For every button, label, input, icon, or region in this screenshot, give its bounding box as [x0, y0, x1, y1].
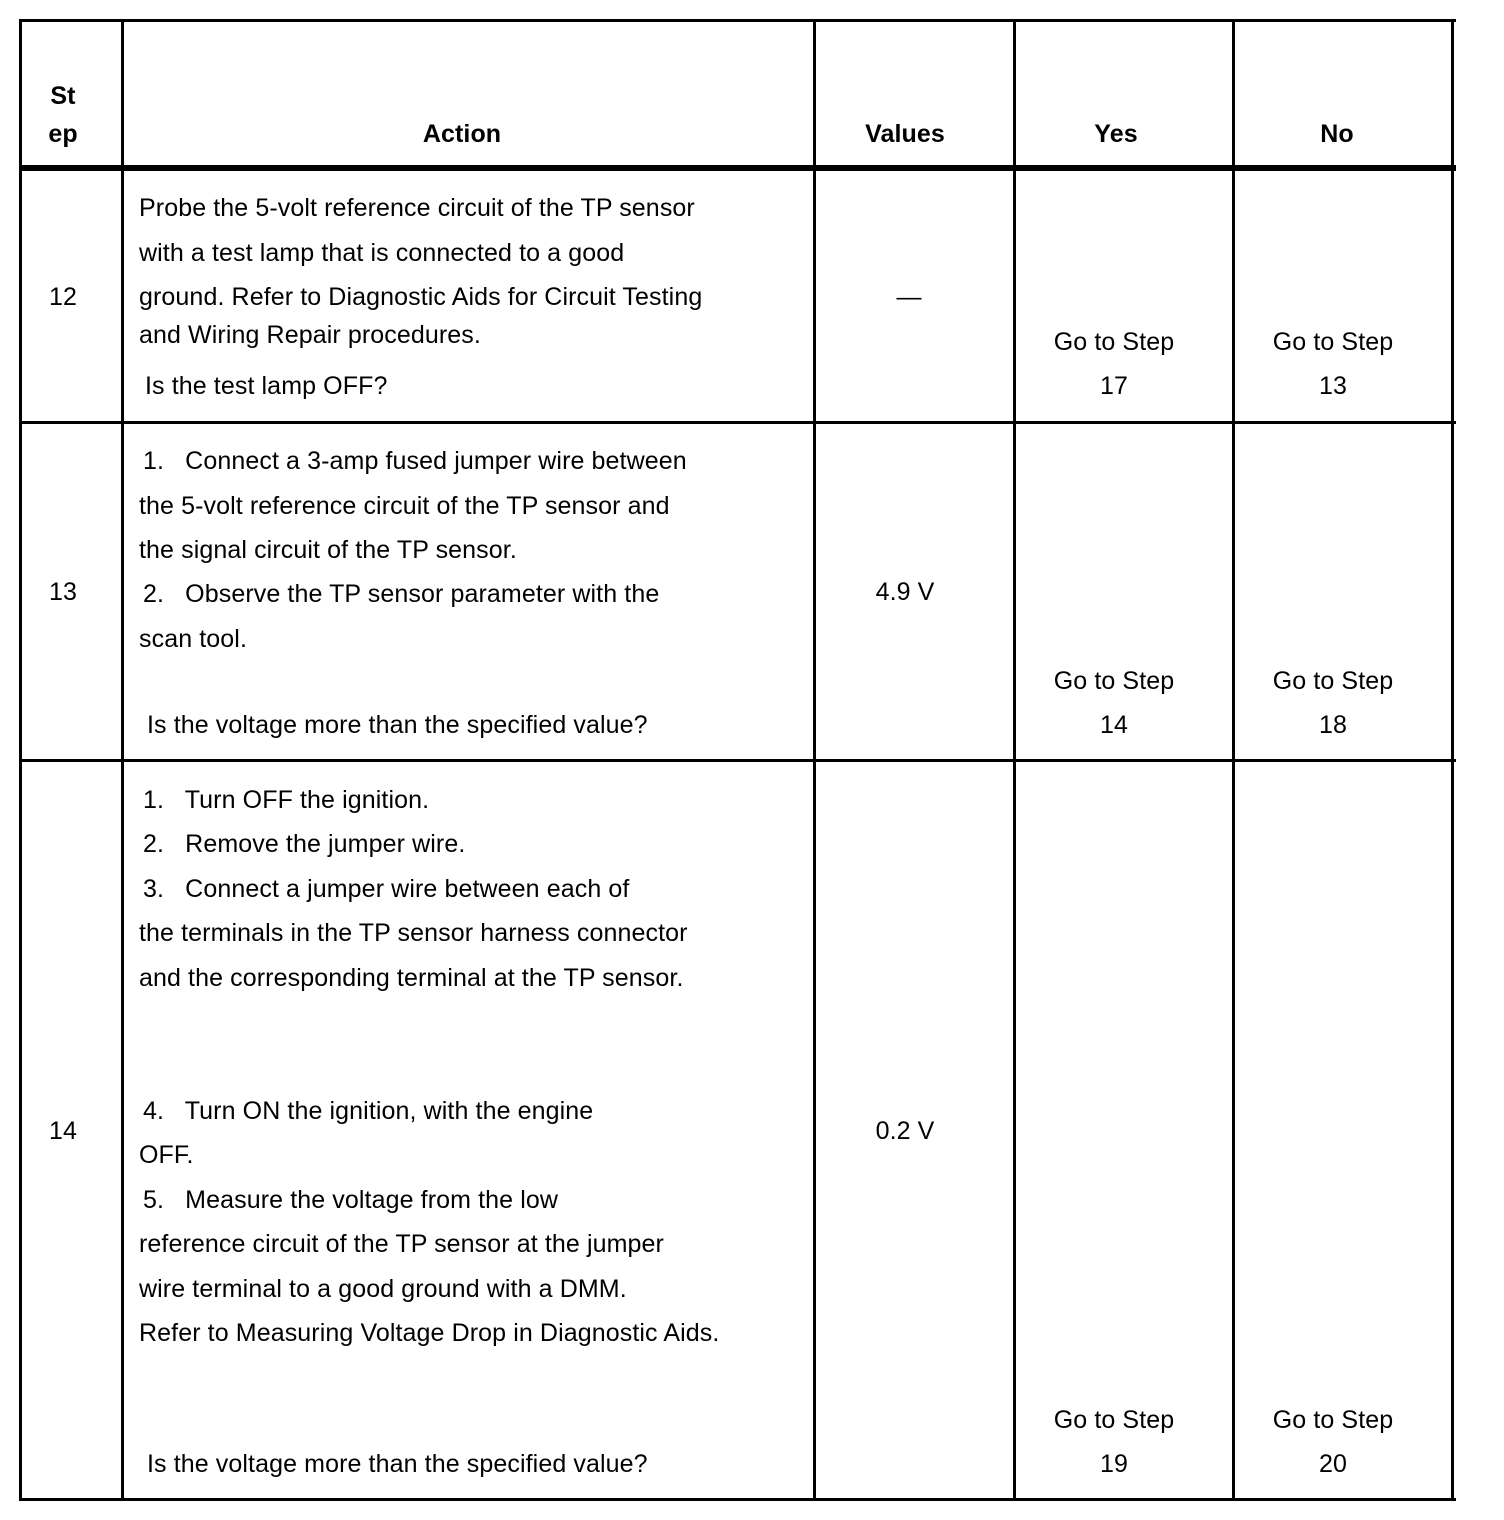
row-13-action-line-3: the signal circuit of the TP sensor. [139, 536, 517, 564]
row-14-no-line1: Go to Step [1272, 1406, 1394, 1434]
row-12-yes-line2: 17 [1099, 372, 1129, 400]
col-divider-values-yes [1013, 19, 1016, 1501]
col-divider-step-action [121, 19, 124, 1501]
table-left-border [19, 19, 22, 1501]
row-12-yes-line1: Go to Step [1053, 328, 1175, 356]
row-13-yes-line1: Go to Step [1053, 667, 1175, 695]
row-divider-12-13 [19, 421, 1456, 424]
row-13-action-line-4: 2. Observe the TP sensor parameter with the [143, 580, 660, 608]
table-top-border [19, 19, 1456, 22]
row-13-action-line-2: the 5-volt reference circuit of the TP sensor and [139, 492, 670, 520]
row-13-value: 4.9 V [875, 578, 935, 606]
row-12-no-line2: 13 [1318, 372, 1348, 400]
row-13-no-line1: Go to Step [1272, 667, 1394, 695]
header-action: Action [422, 120, 502, 148]
row-14-question: Is the voltage more than the specified value? [147, 1450, 648, 1478]
row-12-question: Is the test lamp OFF? [145, 372, 388, 400]
row-14-action-line-4: the terminals in the TP sensor harness connector [139, 919, 688, 947]
row-13-no-line2: 18 [1318, 711, 1348, 739]
row-divider-13-14 [19, 759, 1456, 762]
row-12-action-line-2: with a test lamp that is connected to a good [139, 239, 625, 267]
header-no: No [1320, 120, 1354, 148]
header-values: Values [865, 120, 945, 148]
row-12-step: 12 [48, 283, 78, 311]
row-14-action-line-11: Refer to Measuring Voltage Drop in Diagnostic Aids. [139, 1319, 720, 1347]
row-13-yes-line2: 14 [1099, 711, 1129, 739]
row-14-yes-line1: Go to Step [1053, 1406, 1175, 1434]
row-12-action-line-1: Probe the 5-volt reference circuit of the TP sensor [139, 194, 695, 222]
row-12-no-line1: Go to Step [1272, 328, 1394, 356]
row-14-no-line2: 20 [1318, 1450, 1348, 1478]
row-14-action-line-2: 2. Remove the jumper wire. [143, 830, 466, 858]
row-12-action-line-3: ground. Refer to Diagnostic Aids for Circuit Testing [139, 283, 703, 311]
row-14-step: 14 [48, 1117, 78, 1145]
row-12-action-line-4: and Wiring Repair procedures. [139, 321, 481, 349]
row-14-value: 0.2 V [875, 1117, 935, 1145]
row-14-action-line-6: 4. Turn ON the ignition, with the engine [143, 1097, 594, 1125]
row-14-action-line-8: 5. Measure the voltage from the low [143, 1186, 559, 1214]
header-step-line1: St [50, 82, 76, 110]
row-13-question: Is the voltage more than the specified value? [147, 711, 648, 739]
row-14-action-line-10: wire terminal to a good ground with a DMM. [139, 1275, 627, 1303]
row-13-step: 13 [48, 578, 78, 606]
row-13-action-line-1: 1. Connect a 3-amp fused jumper wire between [143, 447, 687, 475]
row-14-action-line-1: 1. Turn OFF the ignition. [143, 786, 430, 814]
table-bottom-border [19, 1498, 1456, 1501]
row-14-action-line-7: OFF. [139, 1141, 194, 1169]
table-right-border [1451, 19, 1454, 1501]
row-14-yes-line2: 19 [1099, 1450, 1129, 1478]
row-12-value: — [896, 283, 922, 311]
row-14-action-line-5: and the corresponding terminal at the TP sensor. [139, 964, 684, 992]
row-13-action-line-5: scan tool. [139, 625, 248, 653]
col-divider-yes-no [1232, 19, 1235, 1501]
header-yes: Yes [1094, 120, 1138, 148]
col-divider-action-values [813, 19, 816, 1501]
header-step-line2: ep [48, 120, 78, 148]
row-14-action-line-3: 3. Connect a jumper wire between each of [143, 875, 630, 903]
row-14-action-line-9: reference circuit of the TP sensor at the jumper [139, 1230, 664, 1258]
header-bottom-border [19, 165, 1456, 171]
